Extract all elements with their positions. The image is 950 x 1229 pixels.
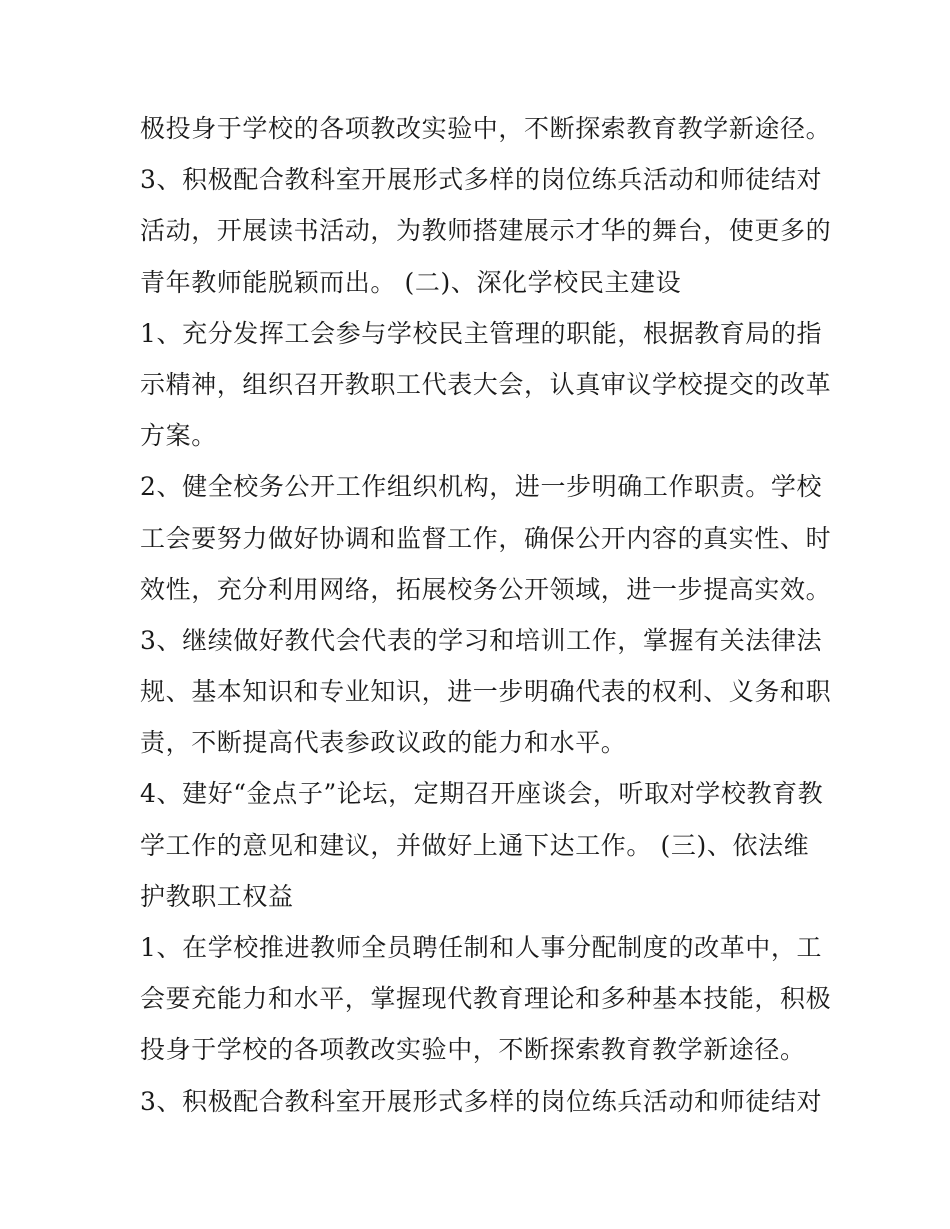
text-line: 护教职工权益 (140, 881, 294, 911)
text-line: 方案。 (140, 421, 217, 451)
text-line: 4、建好“金点子”论坛，定期召开座谈会，听取对学校教育教 (140, 779, 824, 809)
text-line: 效性，充分利用网络，拓展校务公开领域，进一步提高实效。 (140, 574, 832, 604)
text-line: 1、在学校推进教师全员聘任制和人事分配制度的改革中，工 (140, 933, 823, 962)
text-line: 3、积极配合教科室开展形式多样的岗位练兵活动和师徒结对 (140, 165, 823, 195)
text-line: 2、健全校务公开工作组织机构，进一步明确工作职责。学校 (140, 472, 823, 502)
text-line: 3、积极配合教科室开展形式多样的岗位练兵活动和师徒结对 (140, 1086, 823, 1116)
text-line: 极投身于学校的各项教改实验中，不断探索教育教学新途径。 (140, 114, 832, 143)
text-line: 工会要努力做好协调和监督工作，确保公开内容的真实性、时 (140, 523, 832, 553)
text-line: 投身于学校的各项教改实验中，不断探索教育教学新途径。 (140, 1035, 806, 1065)
text-line: 1、充分发挥工会参与学校民主管理的职能，根据教育局的指 (140, 318, 823, 348)
text-line: 3、继续做好教代会代表的学习和培训工作，掌握有关法律法 (140, 625, 823, 655)
text-line: 会要充能力和水平，掌握现代教育理论和多种基本技能，积极 (140, 984, 832, 1014)
text-line: 学工作的意见和建议，并做好上通下达工作。 (三)、依法维 (140, 830, 810, 860)
text-line: 责，不断提高代表参政议政的能力和水平。 (140, 728, 627, 758)
text-line: 示精神，组织召开教职工代表大会，认真审议学校提交的改革 (140, 369, 832, 399)
text-line: 青年教师能脱颖而出。 (二)、深化学校民主建设 (140, 267, 682, 297)
body-text (140, 103, 830, 1127)
text-line: 规、基本知识和专业知识，进一步明确代表的权利、义务和职 (140, 677, 832, 707)
text-line: 活动，开展读书活动，为教师搭建展示才华的舞台，使更多的 (140, 216, 832, 246)
